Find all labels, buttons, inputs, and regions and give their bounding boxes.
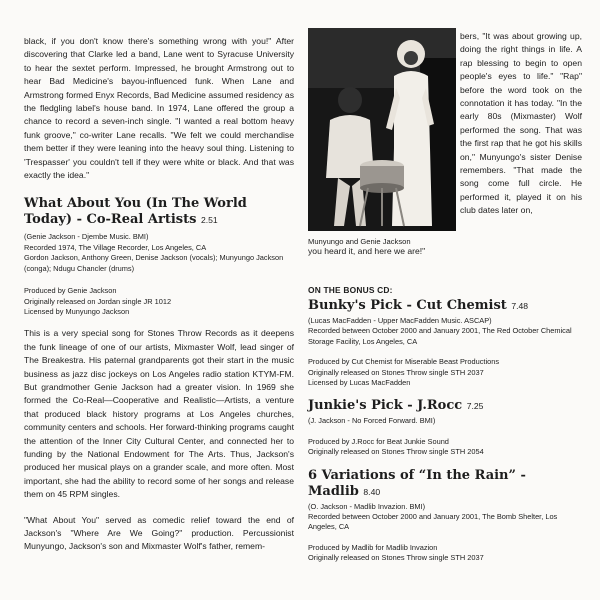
credit-line: Licensed by Munyungo Jackson [24, 306, 130, 316]
after-photo-line [308, 245, 580, 258]
credit-line: Produced by Genie Jackson [24, 286, 117, 296]
track-title-what-about-you [24, 196, 294, 228]
side-paragraph: bers, "It was about growing up, doing the right things in life. A rap blessing to begin to open people's eyes to life." "Rap" before the word took on the connotation it has today. "In the early 80s (Mixmaster) Wolf performed the song. That was the first rap that he got his skills on," Munyungo's sister Denise remembers. "That made the song come full circle. He performed it, played it on his club dates later on, [460, 31, 582, 216]
history-paragraph: This is a very special song for Stones Throw Records as it deepens the funk lineage of one of our artists, Mixmaster Wolf, lead singer of The Breakestra. His paternal grandparents got their start in the music business as jazz disc jockeys on Los Angeles radio station KTYM-FM. But grandmother Genie Jackson had a greater vision. In 1969 she formed the Co-Real—Cooperative and Realistic—Artists, a venture that produced black history programs at Los Angeles churches, community centers and schools. Her forward-thinking programs caught the attention of the Inner City Cultural Center, and connected her to funding by the National Endowment for The Arts. Thus, Jackson's produced her musical plays on a grander scale, and more often. Most important, she had the ability to record some of her songs and release them on 45 RPM singles. [24, 328, 294, 500]
left-column [24, 0, 294, 554]
photo-block [308, 28, 456, 247]
photo-caption: Munyungo and Genie Jackson [308, 237, 411, 246]
intro-paragraph: black, if you don't know there's something wrong with you!" After discovering that Clarke led a band, Lane went to Syracuse University to hear the sextet perform. Impressed, he brought Armstrong out to hear Bad Medicine's bayou-influenced funk. When Lane and Armstrong formed Enyx Records, Bad Medicine assumed residency as the fledgling label's house band. In 1974, Lane offered the group a chance to record a seven-inch single. "I wanted a real bottom heavy funk groove," co-writer Lane recalls. "We felt we could merchandise them better if they were leaning into the heavy soul thing. Listening to 'Trespasser' you couldn't tell if they were white or black. And that was exactly the idea." [24, 36, 294, 181]
side-text-block [460, 30, 582, 218]
track-title-junkies-pick [308, 398, 580, 414]
bonus-heading: ON THE BONUS CD: [308, 285, 393, 295]
credit-line: Produced by J.Rocc for Beat Junkie Sound [308, 436, 449, 446]
credit-line: Produced by Cut Chemist for Miserable Beast Productions [308, 357, 500, 367]
credit-line: Gordon Jackson, Anthony Green, Denise Jackson (vocals); Munyungo Jackson (conga); Ndugu Chancler (drums) [24, 253, 284, 273]
track-credits-2 [308, 357, 580, 388]
track-time: 7.48 [511, 301, 529, 311]
track-credits-2 [308, 543, 580, 564]
track-title-text: What About You (In The World Today) - Co-Real Artists [24, 196, 247, 228]
credit-line: (J. Jackson - No Forced Forward. BMI) [308, 416, 436, 426]
track-title-text: Junkie's Pick - J.Rocc [308, 398, 463, 414]
photo-munyungo-genie [308, 28, 456, 231]
credit-line: Licensed by Lucas MacFadden [308, 378, 411, 388]
bonus-cd-section [308, 285, 580, 564]
track-credits-1 [308, 502, 580, 533]
track-time: 7.25 [466, 401, 484, 412]
track-credits-2 [24, 286, 294, 317]
credit-line: Recorded 1974, The Village Recorder, Los Angeles, CA [24, 242, 207, 252]
credit-line: Originally released on Stones Throw single STH 2054 [308, 447, 484, 457]
track-credits-1 [308, 316, 580, 347]
credit-line: Originally released on Jordan single JR 1012 [24, 296, 172, 306]
credit-line: Recorded between October 2000 and January 2001, The Red October Chemical Storage Facility, Los Angeles, CA [308, 326, 572, 346]
credit-line: Recorded between October 2000 and January 2001, The Bomb Shelter, Los Angeles, CA [308, 512, 558, 532]
track-title-bunkys-pick [308, 298, 580, 314]
track-title-text: 6 Variations of “In the Rain” - Madlib [308, 467, 526, 499]
track-time: 2.51 [200, 215, 218, 226]
comedic-relief-paragraph: "What About You" served as comedic relief toward the end of Jackson's "Where Are We Going?" production. Percussionist Munyungo, Jackson's son and Mixmaster Wolf's father, remem- [24, 514, 294, 552]
credit-line: Produced by Madlib for Madlib Invazion [308, 542, 438, 552]
credit-line: (Genie Jackson - Djembe Music. BMI) [24, 232, 149, 242]
credit-line: (Lucas MacFadden - Upper MacFadden Music. ASCAP) [308, 316, 492, 325]
track-title-6-variations [308, 468, 580, 500]
track-credits-2 [308, 437, 580, 458]
after-photo-text: you heard it, and here we are!" [308, 246, 426, 256]
credit-line: Originally released on Stones Throw single STH 2037 [308, 367, 484, 377]
track-credits-1 [24, 232, 294, 274]
track-credits-1 [308, 416, 580, 426]
track-time: 8.40 [363, 486, 381, 497]
credit-line: Originally released on Stones Throw single STH 2037 [308, 553, 484, 563]
credit-line: (O. Jackson - Madlib Invazion. BMI) [308, 501, 426, 511]
track-title-text: Bunky's Pick - Cut Chemist [308, 298, 507, 313]
